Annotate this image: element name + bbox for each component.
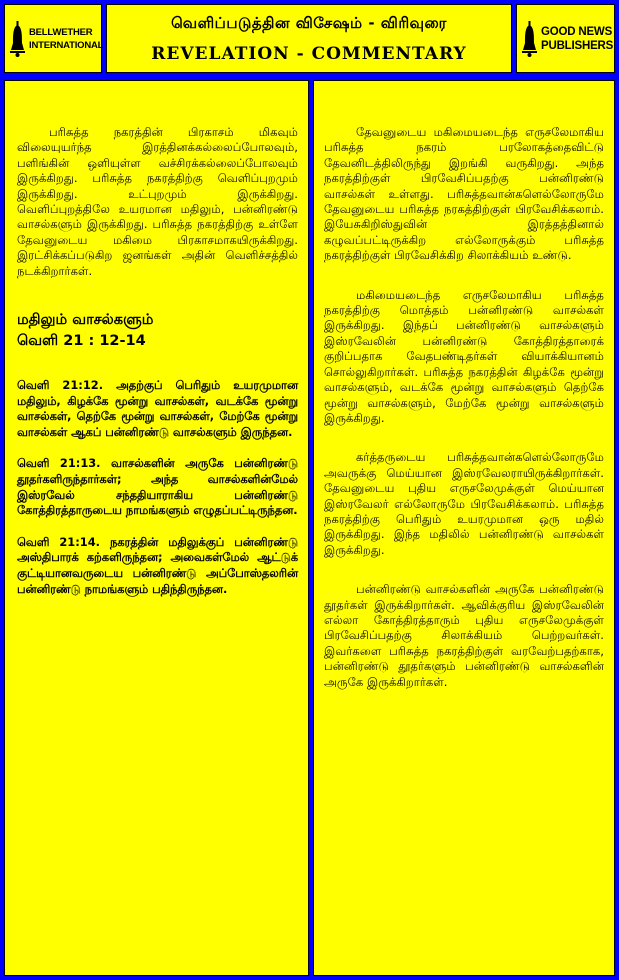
bellwether-logo xyxy=(4,4,102,73)
commentary-paragraph: தேவனுடைய மகிமையடைந்த எருசலேமாகிய பரிசுத்த நகரம் பரலோகத்தைவிட்டு தேவனிடத்திலிருந்து இறங்கி வருகிறது. அந்த நகரத்திற்குள் பிரவேசிப்பதற்கு பன்னிரண்டு வாசல்கள் உள்ளது. பரிசுத்தவான்களெல்லோருமே தேவனுடைய பரிசுத்த நரகத்திற்குள் பிரவேசிக்கலாம். இயேசுகிறிஸ்துவின் இரத்தத்தினால் கழுவப்பட்டிருக்கிற எல்லோருக்கும் பரிசுத்த நகரத்திற்குள் பிரவேசிக்கிற சிலாக்கியம் உண்டு. xyxy=(324,125,604,263)
logo-line: BELLWETHER xyxy=(29,26,93,38)
bell-icon xyxy=(522,21,537,57)
good-news-logo xyxy=(516,4,615,73)
logo-line: INTERNATIONAL xyxy=(29,39,104,51)
verse-paragraph: வெளி 21:14. நகரத்தின் மதிலுக்குப் பன்னிரண்டு அஸ்திபாரக் கற்களிருந்தன; அவைகள்மேல் ஆட்டுக் குட்டியானவருடைய பன்னிரண்டு அப்போஸ்தலரின் பன்னிரண்டு நாமங்களும் பதிந்திருந்தன. xyxy=(17,534,298,596)
bell-icon xyxy=(10,21,25,57)
section-reference: வெளி 21 : 12-14 xyxy=(17,333,146,350)
commentary-paragraph: பன்னிரண்டு வாசல்களின் அருகே பன்னிரண்டு தூதர்கள் இருக்கிறார்கள். ஆவிக்குரிய இஸ்ரவேலின் எல்லா கோத்திரத்தாரும் புதிய எருசலேமுக்குள் பிரவேசிப்பதற்கு சிலாக்கியம் பெற்றவர்கள். இவர்களை பரிசுத்த நகரத்திற்குள் வரவேற்பதற்காக, பன்னிரண்டு தூதர்களும் பன்னிரண்டு வாசல்களின் அருகே இருக்கிறார்கள். xyxy=(324,582,604,689)
logo-line: PUBLISHERS xyxy=(541,39,614,52)
english-title: REVELATION - COMMENTARY xyxy=(151,44,467,64)
verse-paragraph: வெளி 21:12. அதற்குப் பெரிதும் உயரமுமான மதிலும், கிழக்கே மூன்று வாசல்கள், வடக்கே மூன்று வாசல்கள், தெற்கே மூன்று வாசல்கள், மேற்கே மூன்று வாசல்கள் ஆகப் பன்னிரண்டு வாசல்களும் இருந்தன. xyxy=(17,378,298,439)
commentary-paragraph: கர்த்தருடைய பரிசுத்தவான்களெல்லோருமே அவருக்கு மெய்யான இஸ்ரவேலராயிருக்கிறார்கள். தேவனுடைய புதிய எருசலேமுக்குள் மெய்யான இஸ்ரவேலர் எல்லோருமே பிரவேசிக்கலாம். பரிசுத்த நகரத்திற்கு பெரிதும் உயரமுமான ஒரு மதில் இருக்கிறது. இந்த மதிலில் பன்னிரண்டு வாசல்கள் இருக்கிறது. xyxy=(324,450,604,557)
section-heading xyxy=(17,310,298,352)
page-header-title xyxy=(106,4,512,73)
left-column xyxy=(4,80,309,976)
tamil-title: வெளிப்படுத்தின விசேஷம் - விரிவுரை xyxy=(171,14,447,32)
right-column xyxy=(313,80,615,976)
section-title: மதிலும் வாசல்களும் xyxy=(17,312,154,329)
verse-paragraph: வெளி 21:13. வாசல்களின் அருகே பன்னிரண்டு தூதர்களிருந்தார்கள்; அந்த வாசல்களின்மேல் இஸ்ரவேல் சந்ததியாராகிய பன்னிரண்டு கோத்திரத்தாருடைய நாமங்களும் எழுதப்பட்டிருந்தன. xyxy=(17,456,298,518)
commentary-paragraph: மகிமையடைந்த எருசலேமாகிய பரிசுத்த நகரத்திற்கு மொத்தம் பன்னிரண்டு வாசல்கள் இருக்கிறது. இந்தப் பன்னிரண்டு வாசல்களும் இஸ்ரவேலின் பன்னிரண்டு கோத்திரத்தாரைக் குறிப்பதாக வேதபண்டிதர்கள் வியாக்கியானம் சொல்லுகிறார்கள். பரிசுத்த நகரத்தின் கிழக்கே மூன்று வாசல்களும், வடக்கே மூன்று வாசல்களும் தெற்கே மூன்று வாசல்களும், மேற்கே மூன்று வாசல்களும் இருக்கிறது. xyxy=(324,287,604,425)
intro-paragraph: பரிசுத்த நகரத்தின் பிரகாசம் மிகவும் விலையுயர்ந்த இரத்தினக்கல்லைப்போலவும், பளிங்கின் ஒளியுள்ள வச்சிரக்கல்லைப்போலவும் இருக்கிறது. பரிசுத்த நகரத்திற்கு வெளிப்புறமும் இருக்கிறது. உட்புறமும் இருக்கிறது. வெளிப்புறத்திலே உயரமான மதிலும், பன்னிரண்டு வாசல்களும் இருக்கிறது. பரிசுத்த நகரத்திற்கு உள்ளே தேவனுடைய மகிமை பிரகாசமாகயிருக்கிறது. இரட்சிக்கப்படுகிற ஜனங்கள் அதின் வெளிச்சத்தில் நடக்கிறார்கள். xyxy=(17,125,298,278)
logo-line: GOOD NEWS xyxy=(541,25,613,38)
